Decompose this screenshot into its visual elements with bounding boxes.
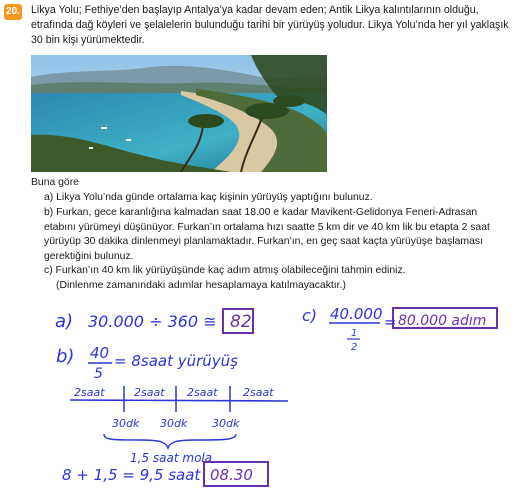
hw-c-numerator: 40.000 xyxy=(330,305,383,323)
hw-rest-total: 1,5 saat mola xyxy=(130,451,213,465)
prompt-text: Buna göre xyxy=(31,177,79,188)
hw-rest-3: 30dk xyxy=(212,417,240,430)
hw-segment-3: 2saat xyxy=(187,386,218,399)
hw-c-sub-numerator: 1 xyxy=(351,328,358,339)
hw-b-sum: 8 + 1,5 = 9,5 saat xyxy=(62,466,201,484)
hw-rest-2: 30dk xyxy=(160,417,188,430)
hw-segment-2: 2saat xyxy=(134,386,165,399)
hw-segment-1: 2saat xyxy=(74,386,105,399)
hw-rest-1: 30dk xyxy=(112,417,140,430)
hw-a-answer: 82 xyxy=(230,312,252,332)
hw-b-label: b) xyxy=(56,346,75,367)
hw-c-answer: 80.000 adım xyxy=(398,313,487,329)
hw-b-answer: 08.30 xyxy=(210,466,253,484)
hw-c-equals: = xyxy=(384,313,397,331)
hw-b-result: = 8saat yürüyüş xyxy=(114,352,238,370)
part-b-text: b) Furkan, gece karanlığına kalmadan saat 18.00 e kadar Mavikent-Gelidonya Feneri-Adrasan etabını yürümeyi düşünüyor. Furkan’ın ortalama hızı saatte 5 km dir ve 40 km lik bu etapta 2 saat yürüyüp 30 dakika dinlenmeyi planlamaktadır. Furkan’ın, en geç saat kaçta yürüyüşe başlaması gerektiğini bulunuz. xyxy=(44,207,490,262)
hw-c-sub-denominator: 2 xyxy=(351,342,358,353)
hw-segment-4: 2saat xyxy=(243,386,274,399)
part-c-note: (Dinlenme zamanındaki adımlar hesaplamaya katılmayacaktır.) xyxy=(56,280,346,291)
hw-b-fraction-denominator: 5 xyxy=(94,366,103,382)
question-intro: Likya Yolu; Fethiye’den başlayıp Antalya’ya kadar devam eden; Antik Likya kalıntılarının olduğu, etrafında dağ köyleri ve şelalelerin bulunduğu tarihi bir yürüyüş yoludur. Likya Yolu’nda her yıl yaklaşık 30 bin kişi yürümektedir. xyxy=(31,4,509,46)
hw-c-label: c) xyxy=(302,306,318,325)
part-a-text: a) Likya Yolu’nda günde ortalama kaç kişinin yürüyüş yaptığını bulunuz. xyxy=(44,192,373,203)
question-number-badge: 20. xyxy=(4,4,22,20)
part-c-text: c) Furkan’ın 40 km lik yürüyüşünde kaç adım atmış olabileceğini tahmin ediniz. xyxy=(44,265,406,276)
hw-a-label: a) xyxy=(55,311,74,332)
hw-a-expression: 30.000 ÷ 360 ≅ xyxy=(88,312,217,331)
hw-b-fraction-numerator: 40 xyxy=(90,344,110,362)
